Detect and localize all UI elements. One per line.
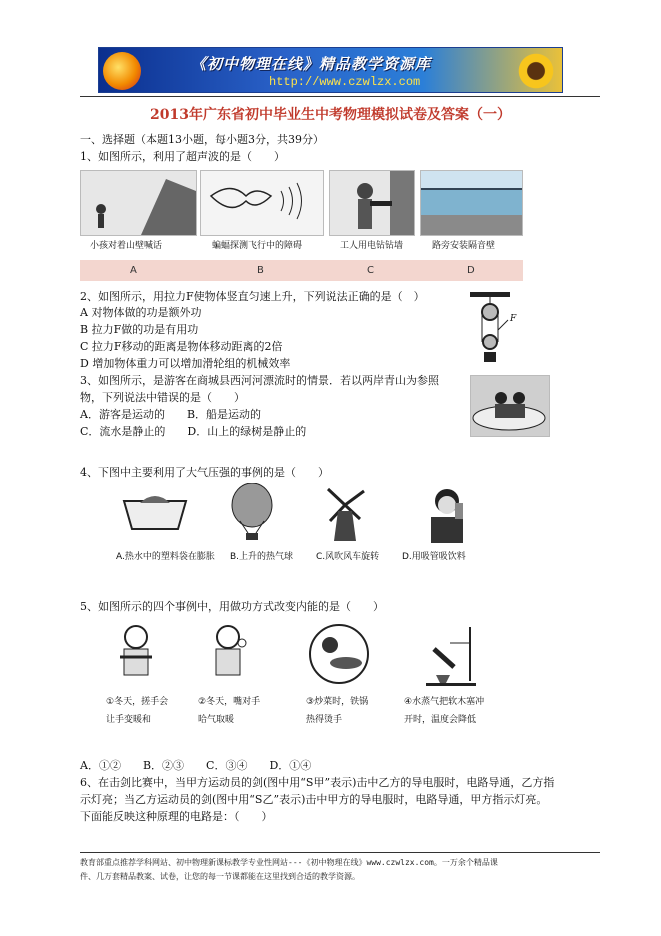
q3-options-row-1: A．游客是运动的 B．船是运动的 [80, 408, 262, 421]
q5-caption-3-line2: 热得烫手 [306, 715, 343, 725]
question-4-text: 4、下图中主要利用了大气压强的事例的是（ ） [80, 466, 329, 479]
question-2-text: 2、如图所示，用拉力F使物体竖直匀速上升，下列说法正确的是（ ） [80, 290, 425, 303]
q5-caption-2-line1: ②冬天，嘴对手 [198, 697, 261, 707]
section-heading: 一、选择题（本题13小题，每小题3分，共39分） [80, 133, 324, 146]
q5-caption-4-line1: ④水蒸气把软木塞冲 [404, 697, 485, 707]
bat-icon [201, 171, 323, 235]
header-divider [80, 96, 600, 97]
rubbing-hands-icon [112, 623, 162, 685]
banner-title: 《初中物理在线》精品教学资源库 [191, 55, 432, 73]
pulley-diagram [468, 290, 520, 365]
q5-caption-4-line2: 开时，温度会降低 [404, 715, 477, 725]
windmill-icon [320, 485, 370, 543]
raft-icon [471, 376, 549, 436]
q1-image-c [329, 170, 415, 236]
q5-caption-2-line2: 哈气取暖 [198, 715, 235, 725]
rafting-photo [470, 375, 550, 437]
q2-option-d: D 增加物体重力可以增加滑轮组的机械效率 [80, 357, 291, 370]
q2-option-c: C 拉力F移动的距离是物体移动距离的2倍 [80, 340, 283, 353]
q5-options: A．①② B．②③ C．③④ D．①④ [80, 759, 312, 772]
question-6-line-2: 示灯亮；当乙方运动员的剑(图中用“S乙”表示)击中甲方的导电服时，电路导通，甲方指示灯亮。 [80, 793, 548, 806]
q1-letter-c: C [367, 265, 374, 276]
q1-letter-strip [80, 260, 523, 281]
q2-option-b: B 拉力F做的功是有用功 [80, 323, 199, 336]
question-6-line-3: 下面能反映这种原理的电路是：（ ） [80, 810, 273, 823]
breathing-on-hands-icon [202, 623, 254, 685]
q5-image-3 [306, 623, 372, 685]
q4-caption-d: D.用吸管吸饮料 [402, 552, 466, 562]
force-label: F [510, 314, 517, 324]
q1-caption-c: 工人用电钻钻墙 [340, 241, 404, 251]
test-tube-icon [420, 623, 482, 687]
q1-image-d [420, 170, 523, 236]
q1-letter-a: A [130, 265, 137, 276]
q1-caption-d: 路旁安装隔音壁 [432, 241, 496, 251]
q3-options-row-2: C．流水是静止的 D．山上的绿树是静止的 [80, 425, 307, 438]
q4-image-b [228, 483, 276, 541]
pulley-icon [468, 290, 520, 365]
question-1-text: 1、如图所示，利用了超声波的是（ ） [80, 150, 285, 163]
q4-caption-c: C.风吹风车旋转 [316, 552, 380, 562]
q4-image-a [120, 493, 190, 533]
drill-icon [330, 171, 414, 235]
q5-caption-3-line1: ③炒菜时，铁锅 [306, 697, 369, 707]
question-3-text-2: 物，下列说法中错误的是（ ） [80, 391, 245, 404]
page-title: 2013年广东省初中毕业生中考物理模拟试卷及答案（一） [150, 107, 511, 123]
mountain-icon [81, 171, 196, 235]
banner-url[interactable]: http://www.czwlzx.com [269, 75, 421, 89]
footer [80, 856, 590, 884]
sound-barrier-icon [421, 171, 522, 235]
hot-air-balloon-icon [228, 483, 276, 541]
site-banner [98, 47, 563, 93]
q1-image-a [80, 170, 197, 236]
question-3-text-1: 3、如图所示，是游客在商城县西河河漂流时的情景．若以两岸青山为参照 [80, 374, 439, 387]
q1-letter-b: B [257, 265, 264, 276]
footer-line-2: 件、几万套精品教案、试卷，让您的每一节课都能在这里找到合适的教学资源。 [80, 872, 360, 881]
basin-icon [120, 493, 190, 533]
q4-caption-b: B.上升的热气球 [230, 552, 294, 562]
sunflower-icon [516, 51, 556, 91]
q5-image-2 [202, 623, 254, 685]
q1-caption-b: 蝙蝠探测飞行中的障碍 [212, 241, 303, 251]
frying-pan-icon [306, 623, 372, 685]
question-5-text: 5、如图所示的四个事例中，用做功方式改变内能的是（ ） [80, 600, 384, 613]
question-6-line-1: 6、在击剑比赛中，当甲方运动员的剑(图中用“S甲”表示)击中乙方的导电服时，电路导通，乙方指 [80, 776, 555, 789]
q5-image-4 [420, 623, 482, 687]
footer-line-1: 教育部重点推荐学科网站、初中物理新课标教学专业性网站---《初中物理在线》www.czwlzx.com。一万余个精品课 [80, 858, 498, 867]
q1-letter-d: D [467, 265, 475, 276]
q5-caption-1-line2: 让手变暖和 [106, 715, 152, 725]
q1-caption-a: 小孩对着山壁喊话 [90, 241, 163, 251]
q4-image-c [320, 485, 370, 543]
q5-image-1 [112, 623, 162, 685]
drinking-straw-icon [425, 485, 469, 543]
q1-image-b [200, 170, 324, 236]
footer-divider [80, 852, 600, 853]
q4-image-d [425, 485, 469, 543]
site-logo [103, 52, 141, 90]
q4-caption-a: A.热水中的塑料袋在膨胀 [116, 552, 215, 562]
q5-caption-1-line1: ①冬天，搓手会 [106, 697, 169, 707]
q2-option-a: A 对物体做的功是额外功 [80, 306, 202, 319]
